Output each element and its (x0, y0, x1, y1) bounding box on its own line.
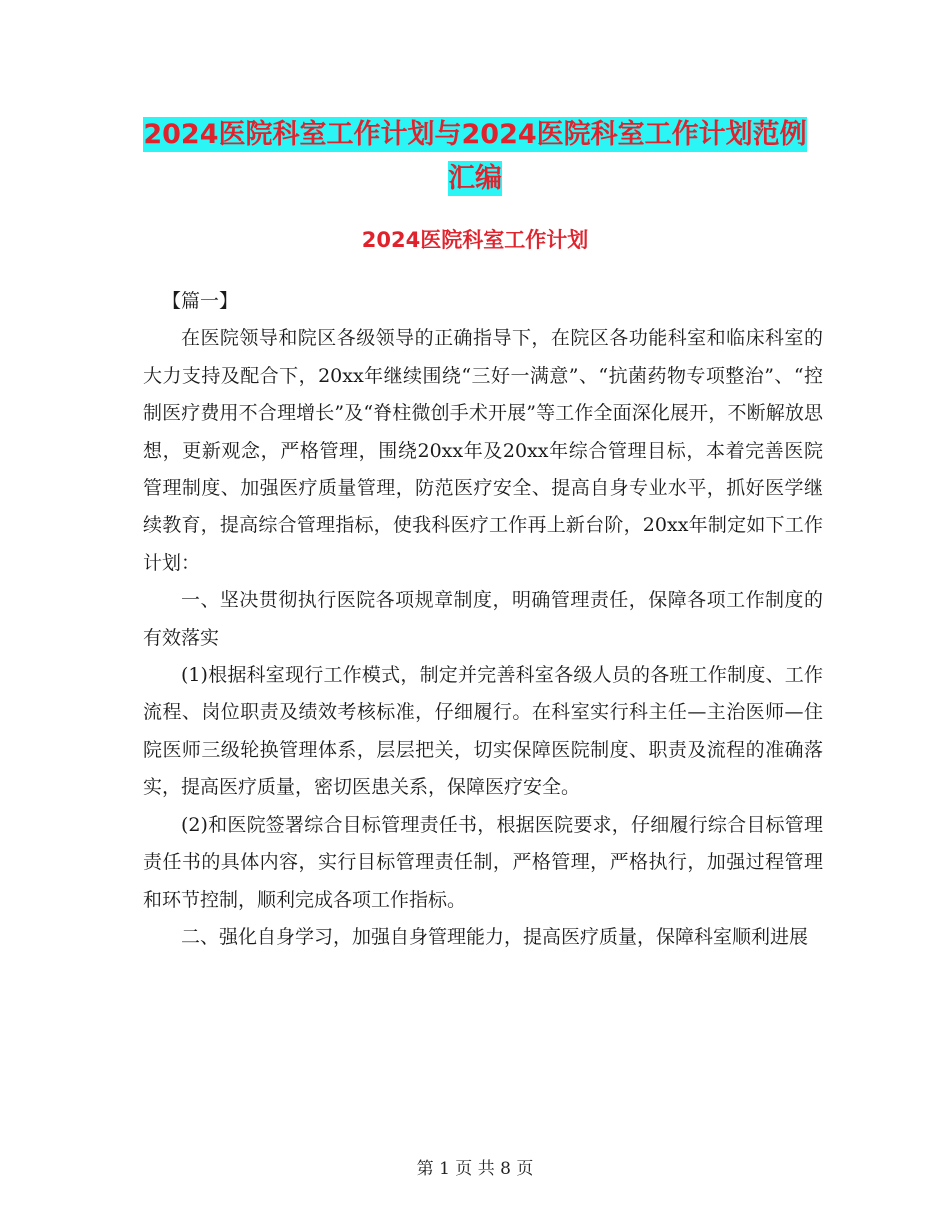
section-label: 【篇一】 (162, 290, 239, 312)
paragraph-intro: 在医院领导和院区各级领导的正确指导下，在院区各功能科室和临床科室的大力支持及配合下，20xx年继续围绕“三好一满意”、“抗菌药物专项整治”、“控制医疗费用不合理增长”及“脊柱微创手术开展”等工作全面深化展开，不断解放思想，更新观念，严格管理，围绕20xx年及20xx年综合管理目标，本着完善医院管理制度、加强医疗质量管理，防范医疗安全、提高自身专业水平，抓好医学继续教育，提高综合管理指标，使我科医疗工作再上新台阶，20xx年制定如下工作计划： (143, 327, 823, 574)
paragraph-heading-1: 一、坚决贯彻执行医院各项规章制度，明确管理责任，保障各项工作制度的有效落实 (143, 589, 823, 649)
title-highlight-2: 汇编 (448, 163, 502, 194)
paragraph-item-1: (1)根据科室现行工作模式，制定并完善科室各级人员的各班工作制度、工作流程、岗位职责及绩效考核标准，仔细履行。在科室实行科主任—主治医师—住院医师三级轮换管理体系，层层把关，切实保障医院制度、职责及流程的准确落实，提高医疗质量，密切医患关系，保障医疗安全。 (143, 664, 823, 799)
page-footer: 第 1 页 共 8 页 (416, 1159, 534, 1179)
paragraph-heading-2: 二、强化自身学习，加强自身管理能力，提高医疗质量，保障科室顺利进展 (181, 925, 809, 948)
paragraph-item-2: (2)和医院签署综合目标管理责任书，根据医院要求，仔细履行综合目标管理责任书的具体内容，实行目标管理责任制，严格管理，严格执行，加强过程管理和环节控制，顺利完成各项工作指标。 (143, 813, 823, 911)
document-title-line-2 (0, 156, 950, 195)
document-body (143, 283, 823, 956)
title-highlight-1: 2024医院科室工作计划与2024医院科室工作计划范例 (143, 119, 807, 150)
document-title-line-1 (0, 112, 950, 151)
section-title: 2024医院科室工作计划 (361, 228, 589, 252)
